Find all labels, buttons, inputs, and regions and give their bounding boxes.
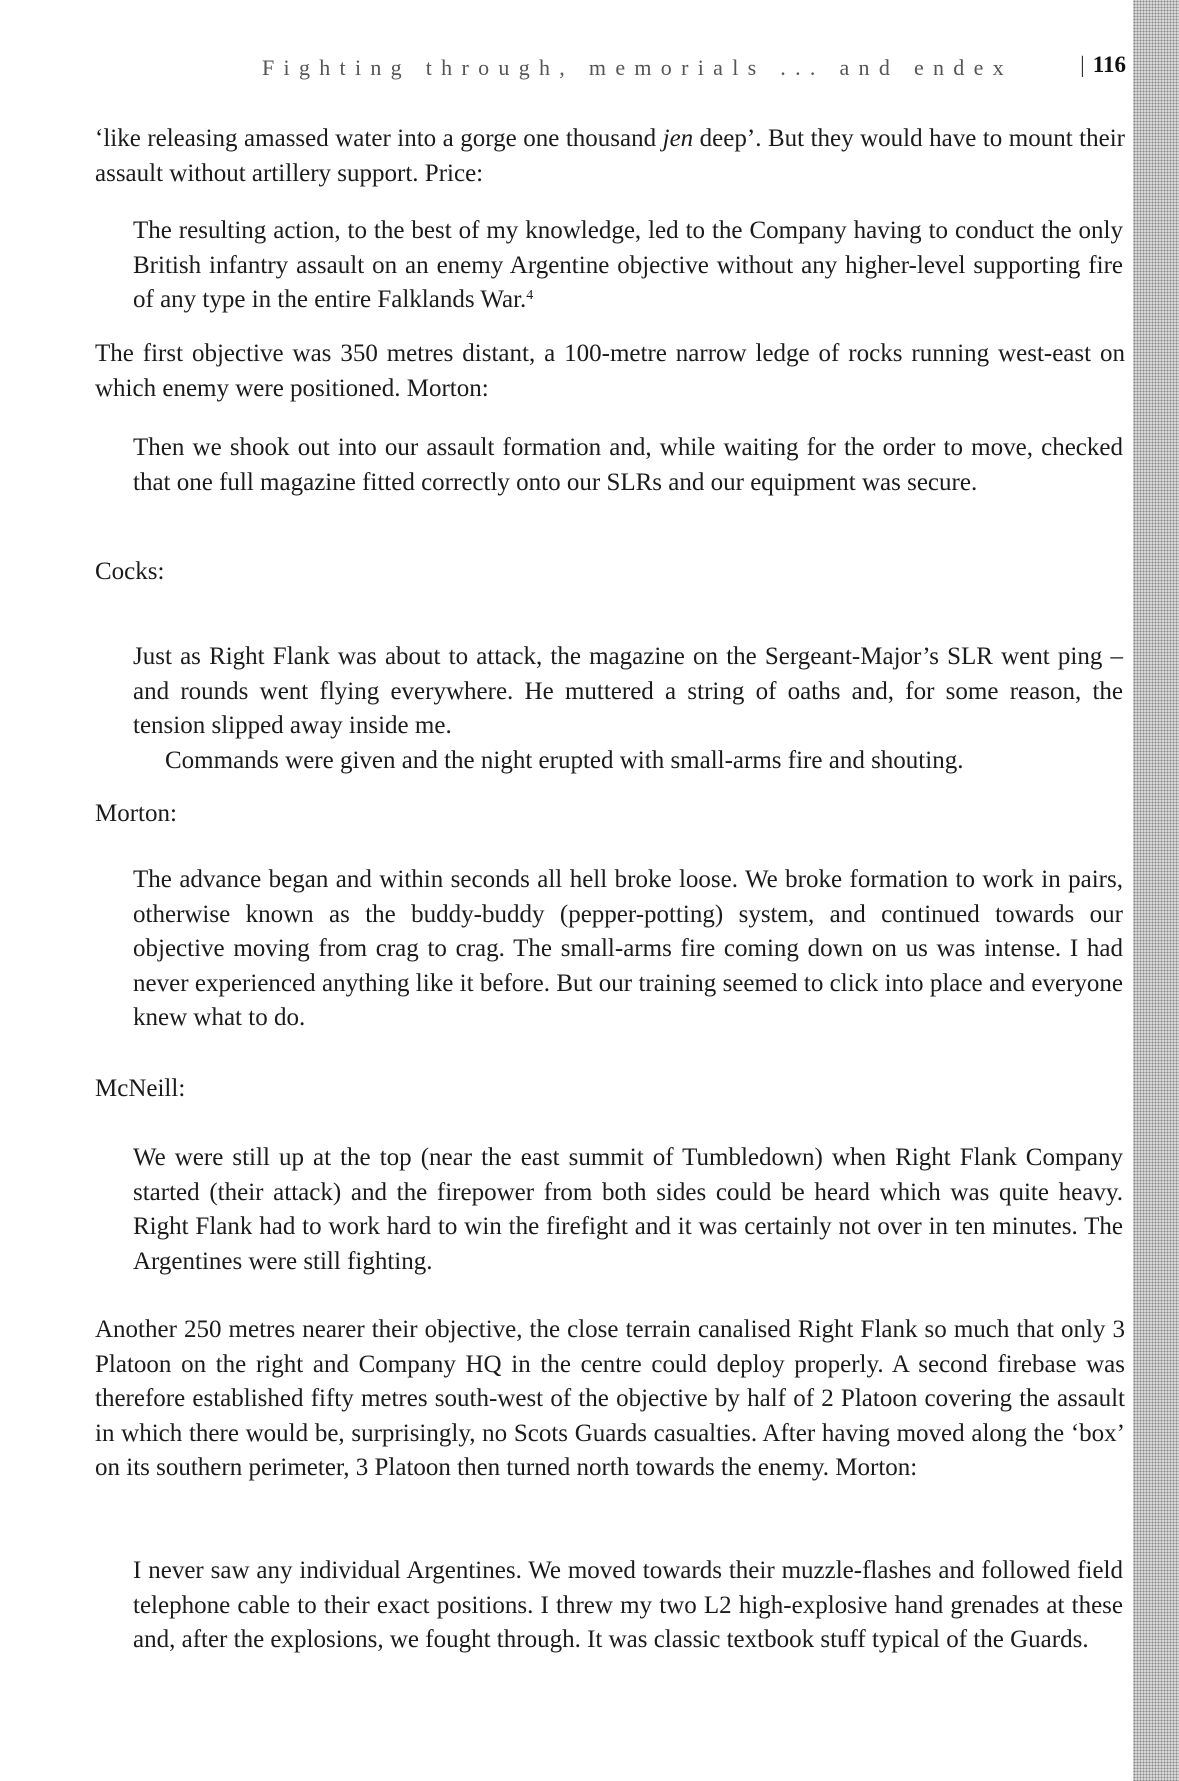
running-header [262,52,1126,88]
block-quote-morton-1: Then we shook out into our assault formation and, while waiting for the order to move, checked that one full magazine fitted correctly onto our SLRs and our equipment was secure. [133,434,1123,496]
block-quote-morton-3: I never saw any individual Argentines. We moved towards their muzzle-flashes and followed field telephone cable to their exact positions. I threw my two L2 high-explosive hand grenades at these and, after the explosions, we fought through. It was classic textbook stuff typical of the Guards. [133,1557,1123,1653]
block-quote-mcneill: We were still up at the top (near the east summit of Tumbledown) when Right Flank Company started (their attack) and the firepower from both sides could be heard which was quite heavy. Right Flank had to work hard to win the firefight and it was certainly not over in ten minutes. The Argentines were still fighting. [133,1144,1123,1275]
footnote-marker: 4 [526,288,534,303]
quote-text: The resulting action, to the best of my knowledge, led to the Company having to conduct the only British infantry assault on an enemy Argentine objective without any higher-level supporting fire of any type in the entire Falklands War. [133,217,1123,313]
speaker-morton: Morton: [95,800,177,827]
body-paragraph-3: Another 250 metres nearer their objective, the close terrain canalised Right Flank so much that only 3 Platoon on the right and Company HQ in the centre could deploy properly. A second firebase was therefore established fifty metres south-west of the objective by half of 2 Platoon covering the assault in which there would be, surprisingly, no Scots Guards casualties. After having moved along the ‘box’ on its southern perimeter, 3 Platoon then turned north towards the enemy. Morton: [95,1316,1125,1481]
block-quote-cocks [133,640,1123,778]
paragraph-text: ‘like releasing amassed water into a gorge one thousand [95,125,663,152]
page-number: | 116 [1080,52,1126,78]
body-paragraph-1 [95,122,1125,191]
block-quote-morton-2: The advance began and within seconds all hell broke loose. We broke formation to work in pairs, otherwise known as the buddy-buddy (pepper-potting) system, and continued towards our objective moving from crag to crag. The small-arms fire coming down on us was intense. I had never experienced anything like it before. But our training seemed to click into place and everyone knew what to do. [133,866,1123,1031]
speaker-mcneill: McNeill: [95,1075,186,1102]
italic-word: jen [662,125,694,152]
quote-text: Just as Right Flank was about to attack, the magazine on the Sergeant-Major’s SLR went ping – and rounds went flying everywhere. He muttered a string of oaths and, for some reason, the tension slipped away inside me. [133,643,1123,739]
paragraph-text: deep’. But they would have to mount their assault without artillery support. Price: [95,125,1125,187]
running-title: Fighting through, memorials ... and endex [262,55,1013,80]
block-quote-price [133,214,1123,318]
speaker-cocks: Cocks: [95,558,165,585]
page-edge-shading [1133,0,1179,1781]
body-paragraph-2: The first objective was 350 metres distant, a 100-metre narrow ledge of rocks running west-east on which enemy were positioned. Morton: [95,340,1125,402]
quote-continuation: Commands were given and the night erupted with small-arms fire and shouting. [165,746,964,774]
